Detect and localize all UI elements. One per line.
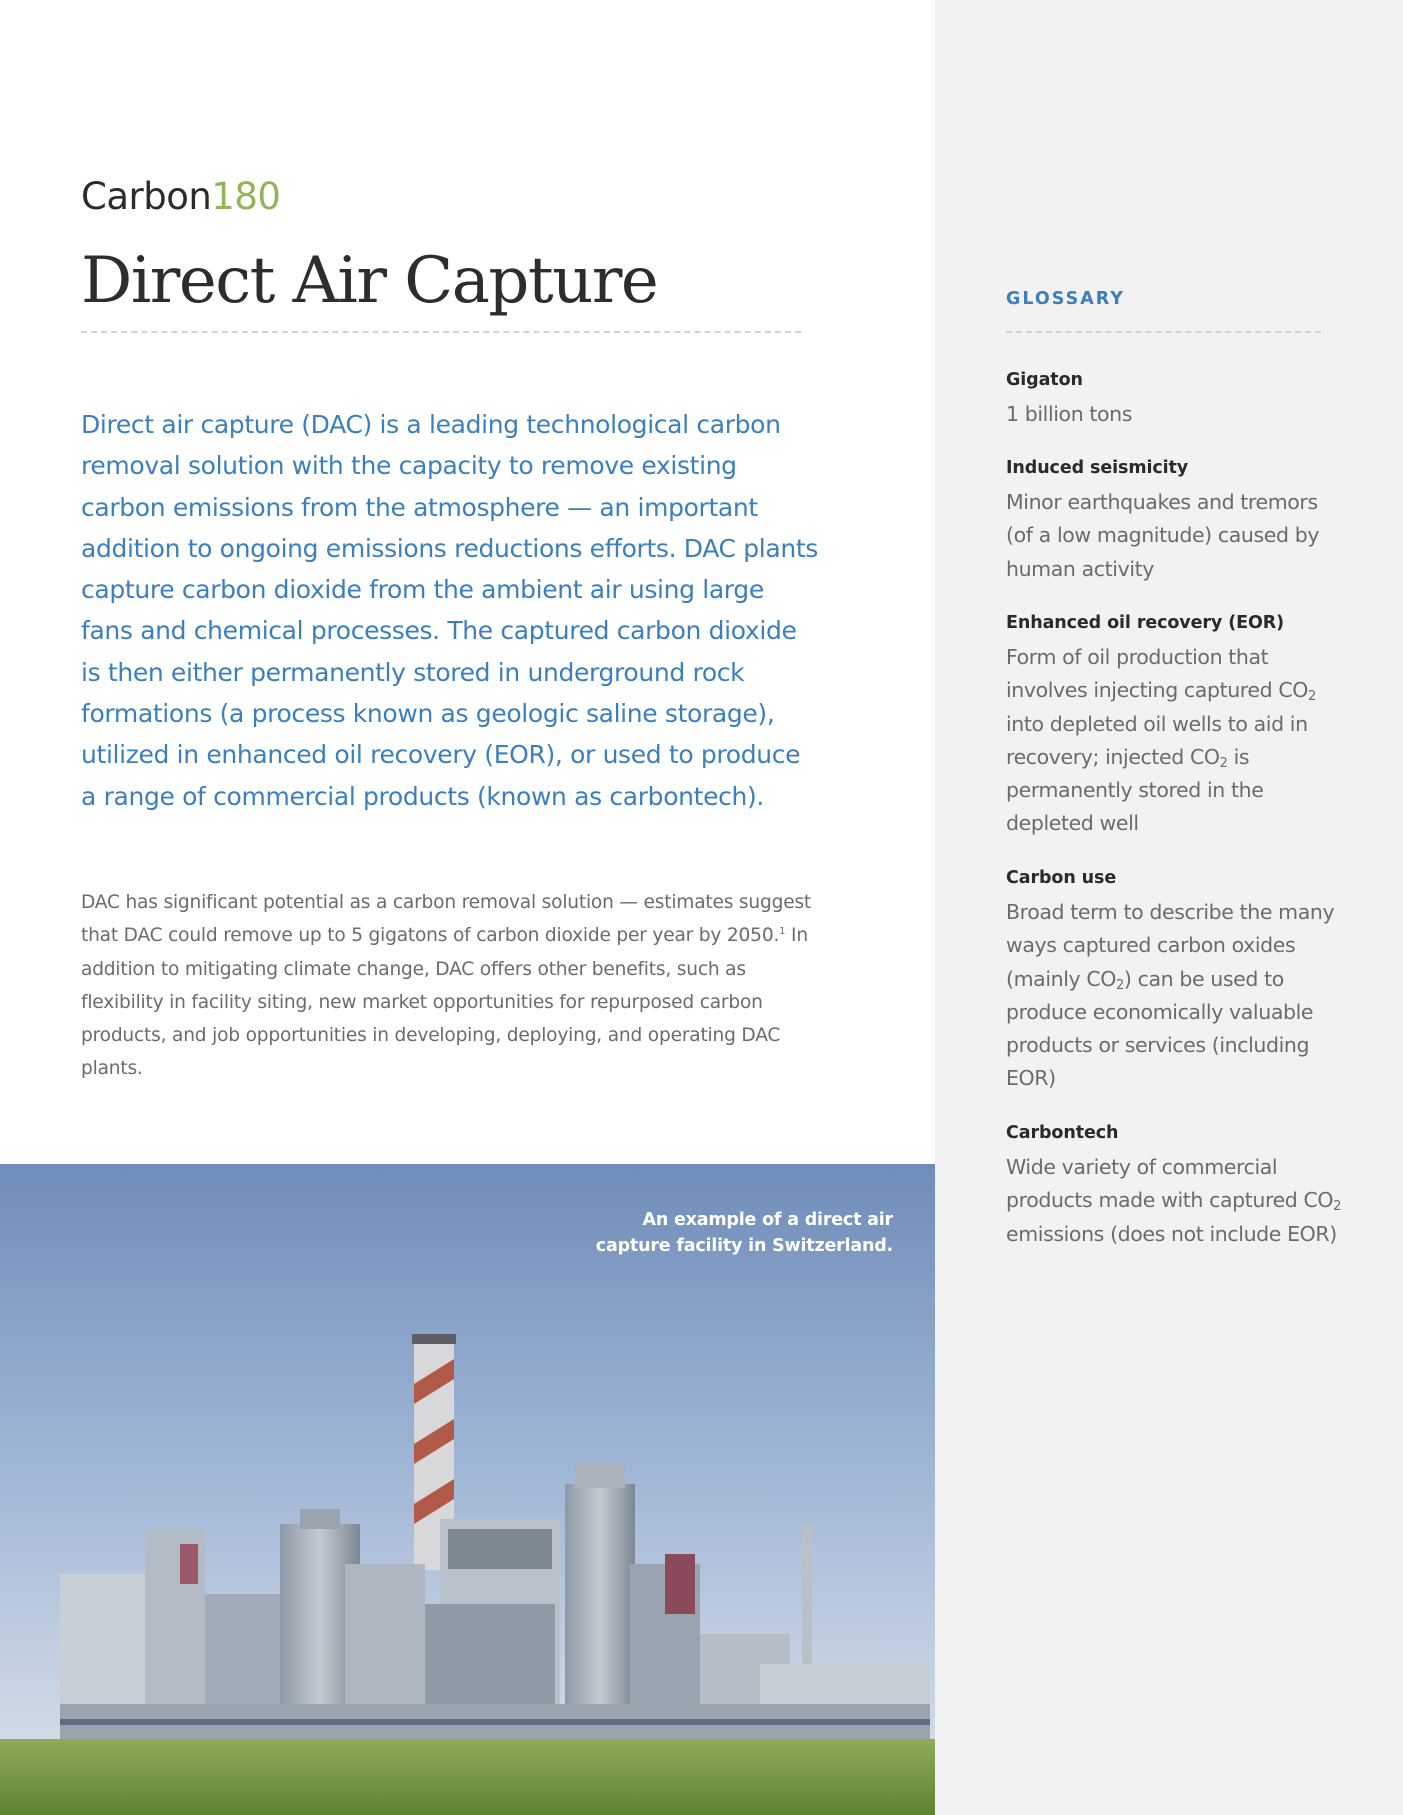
facility-illustration [0, 1164, 935, 1815]
photo-caption [596, 1207, 893, 1259]
grass-field [0, 1739, 935, 1815]
def-enhanced-oil-recovery [1006, 641, 1346, 841]
body-part-2: In addition to mitigating climate change, DAC offers other benefits, such as flexibility in facility siting, new market opportunities for repurposed carbon products, and job opportunities in developing, deploying, and operating DAC plants. [81, 925, 808, 1080]
term-carbontech: Carbontech [1006, 1123, 1119, 1143]
term-carbon-use: Carbon use [1006, 868, 1117, 888]
def-carbontech-part-a: Wide variety of commercial products made with captured CO [1006, 1155, 1334, 1213]
co2-subscript: 2 [1307, 689, 1316, 705]
def-carbontech [1006, 1151, 1346, 1251]
def-eor-part-b: into depleted oil wells to aid in recovery; injected CO [1006, 711, 1308, 769]
co2-subscript: 2 [1116, 977, 1124, 993]
logo-wordmark: Carbon [81, 175, 212, 218]
def-carbon-use-part-a: Broad term to describe the many ways captured carbon oxides (mainly CO [1006, 900, 1335, 991]
dac-facility-photo [0, 1164, 935, 1815]
caption-line-2: capture facility in Switzerland. [595, 1236, 893, 1256]
glossary-divider [1006, 331, 1321, 333]
def-carbontech-part-b: emissions (does not include EOR) [1006, 1221, 1337, 1246]
def-carbon-use [1006, 896, 1346, 1096]
def-eor-part-a: Form of oil production that involves injecting captured CO [1006, 645, 1308, 703]
term-induced-seismicity: Induced seismicity [1006, 458, 1189, 478]
lead-paragraph: Direct air capture (DAC) is a leading technological carbon removal solution with the capacity to remove existing carbon emissions from the atmosphere — an important addition to ongoing emissions reductions efforts. DAC plants capture carbon dioxide from the ambient air using large fans and chemical processes. The captured carbon dioxide is then either permanently stored in underground rock formations (a process known as geologic saline storage), utilized in enhanced oil recovery (EOR), or used to produce a range of commercial products (known as carbontech). [81, 410, 818, 811]
body-part-1: DAC has significant potential as a carbon removal solution — estimates suggest that DAC could remove up to 5 gigatons of carbon dioxide per year by 2050. [81, 892, 812, 947]
thin-stack [802, 1524, 812, 1664]
def-gigaton: 1 billion tons [1006, 402, 1133, 426]
term-enhanced-oil-recovery: Enhanced oil recovery (EOR) [1006, 613, 1285, 633]
def-carbon-use-part-b: ) can be used to produce economically valuable products or services (including EOR) [1006, 966, 1314, 1091]
caption-line-1: An example of a direct air [642, 1210, 893, 1230]
footnote-marker: 1 [779, 926, 786, 938]
def-induced-seismicity: Minor earthquakes and tremors (of a low magnitude) caused by human activity [1006, 490, 1320, 581]
glossary-heading: GLOSSARY [1006, 289, 1125, 309]
carbon180-logo [81, 175, 281, 218]
term-gigaton: Gigaton [1006, 370, 1083, 390]
page-title: Direct Air Capture [81, 244, 658, 318]
def-eor-part-c: is permanently stored in the depleted well [1006, 744, 1264, 836]
logo-number: 180 [211, 175, 281, 218]
body-paragraph [81, 886, 821, 1086]
title-divider [81, 331, 801, 333]
co2-subscript: 2 [1333, 1199, 1342, 1215]
co2-subscript: 2 [1219, 755, 1228, 771]
